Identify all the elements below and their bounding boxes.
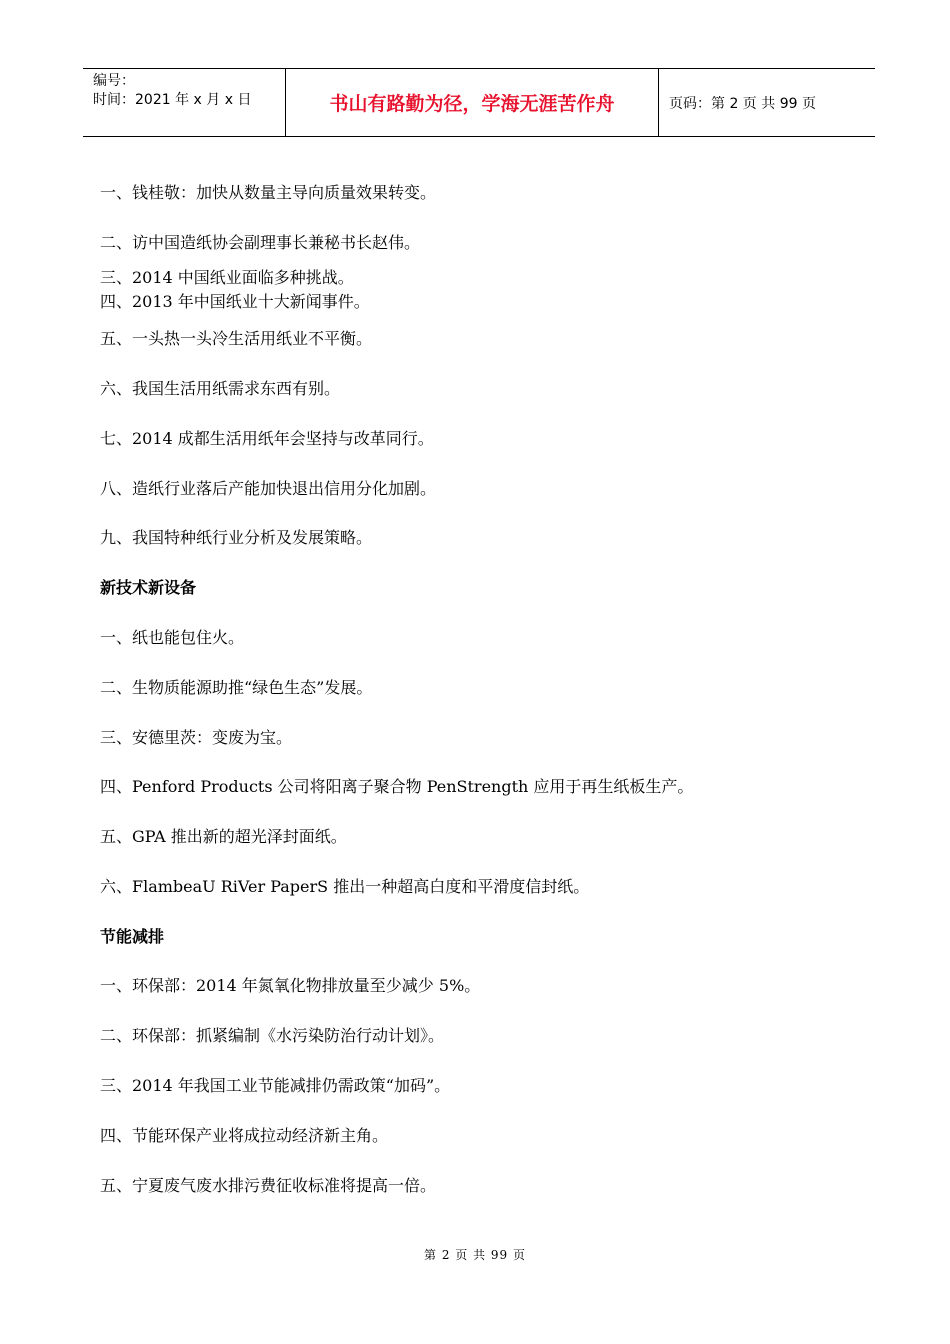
- list-item: 一、钱桂敬：加快从数量主导向质量效果转变。: [100, 183, 437, 202]
- list-item: 一、纸也能包住火。: [100, 628, 245, 647]
- list-item: 六、FlambeaU RiVer PaperS 推出一种超高白度和平滑度信封纸。: [100, 877, 590, 896]
- header-meta: [83, 69, 286, 136]
- list-item: 六、我国生活用纸需求东西有别。: [100, 379, 341, 398]
- list-item: 三、安德里茨：变废为宝。: [100, 728, 293, 747]
- header-page: 页码：第 2 页 共 99 页: [669, 95, 816, 112]
- header-time: 时间：2021 年 x 月 x 日: [93, 92, 252, 108]
- header-motto: 书山有路勤为径，学海无涯苦作舟: [286, 69, 659, 136]
- list-item: 八、造纸行业落后产能加快退出信用分化加剧。: [100, 479, 437, 498]
- page-header: [83, 68, 875, 137]
- list-item: 四、节能环保产业将成拉动经济新主角。: [100, 1126, 389, 1145]
- list-item: 四、2013 年中国纸业十大新闻事件。: [100, 292, 370, 311]
- list-item: 二、访中国造纸协会副理事长兼秘书长赵伟。: [100, 233, 421, 252]
- list-item: 二、生物质能源助推“绿色生态”发展。: [100, 678, 373, 697]
- list-item: 二、环保部：抓紧编制《水污染防治行动计划》。: [100, 1026, 445, 1045]
- header-number: 编号：: [93, 73, 135, 89]
- section-heading-tech: 新技术新设备: [100, 578, 197, 597]
- list-item: 三、2014 中国纸业面临多种挑战。: [100, 268, 354, 287]
- list-item: 五、宁夏废气废水排污费征收标准将提高一倍。: [100, 1176, 437, 1195]
- page-footer: 第 2 页 共 99 页: [424, 1248, 526, 1262]
- list-item: 九、我国特种纸行业分析及发展策略。: [100, 528, 373, 547]
- section-heading-energy: 节能减排: [100, 927, 165, 946]
- list-item: 五、GPA 推出新的超光泽封面纸。: [100, 827, 347, 846]
- list-item: 三、2014 年我国工业节能减排仍需政策“加码”。: [100, 1076, 451, 1095]
- list-item: 四、Penford Products 公司将阳离子聚合物 PenStrength 应用于再生纸板生产。: [100, 777, 694, 796]
- list-item: 七、2014 成都生活用纸年会坚持与改革同行。: [100, 429, 434, 448]
- list-item: 一、环保部：2014 年氮氧化物排放量至少减少 5%。: [100, 976, 481, 995]
- list-item: 五、一头热一头冷生活用纸业不平衡。: [100, 329, 373, 348]
